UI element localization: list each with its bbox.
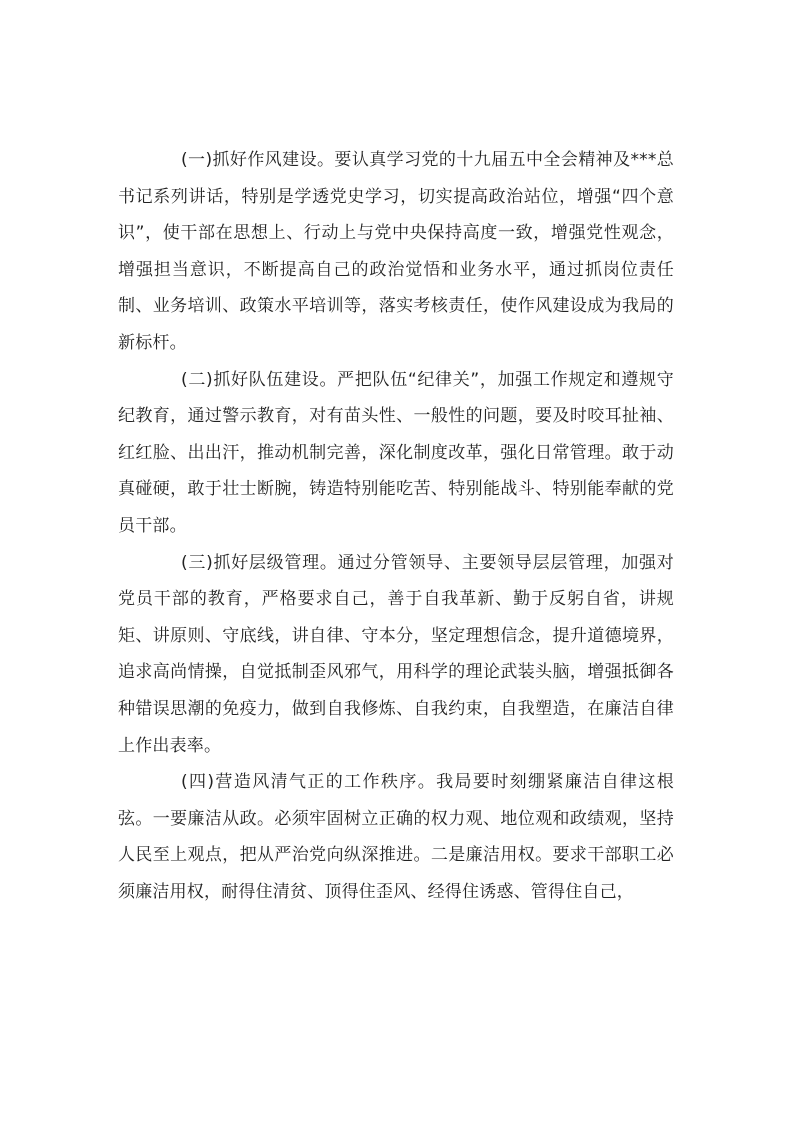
paragraph-team-building: (二)抓好队伍建设。严把队伍“纪律关”，加强工作规定和遵规守纪教育，通过警示教育，对有苗头性、一般性的问题，要及时咬耳扯袖、红红脸、出出汗，推动机制完善，深化制度改革，强化日常管理。敢于动真碰硬，敢于壮士断腕，铸造特别能吃苦、特别能战斗、特别能奉献的党员干部。 — [118, 369, 674, 536]
document-body — [118, 142, 674, 910]
paragraph-level-management: (三)抓好层级管理。通过分管领导、主要领导层层管理，加强对党员干部的教育，严格要求自己，善于自我革新、勤于反躬自省，讲规矩、讲原则、守底线，讲自律、守本分，坚定理想信念，提升道德境界，追求高尚情操，自觉抵制歪风邪气，用科学的理论武装头脑，增强抵御各种错误思潮的免疫力，做到自我修炼、自我约束，自我塑造，在廉洁自律上作出表率。 — [118, 552, 674, 756]
paragraph-work-style: (一)抓好作风建设。要认真学习党的十九届五中全会精神及***总书记系列讲话，特别是学透党史学习，切实提高政治站位，增强“四个意识”，使干部在思想上、行动上与党中央保持高度一致，增强党性观念，增强担当意识，不断提高自己的政治觉悟和业务水平，通过抓岗位责任制、业务培训、政策水平培训等，落实考核责任，使作风建设成为我局的新标杆。 — [118, 150, 674, 353]
paragraph-work-order: (四)营造风清气正的工作秩序。我局要时刻绷紧廉洁自律这根弦。一要廉洁从政。必须牢固树立正确的权力观、地位观和政绩观，坚持人民至上观点，把从严治党向纵深推进。二是廉洁用权。要求干部职工必须廉洁用权，耐得住清贫、顶得住歪风、经得住诱惑、管得住自己， — [118, 772, 674, 902]
